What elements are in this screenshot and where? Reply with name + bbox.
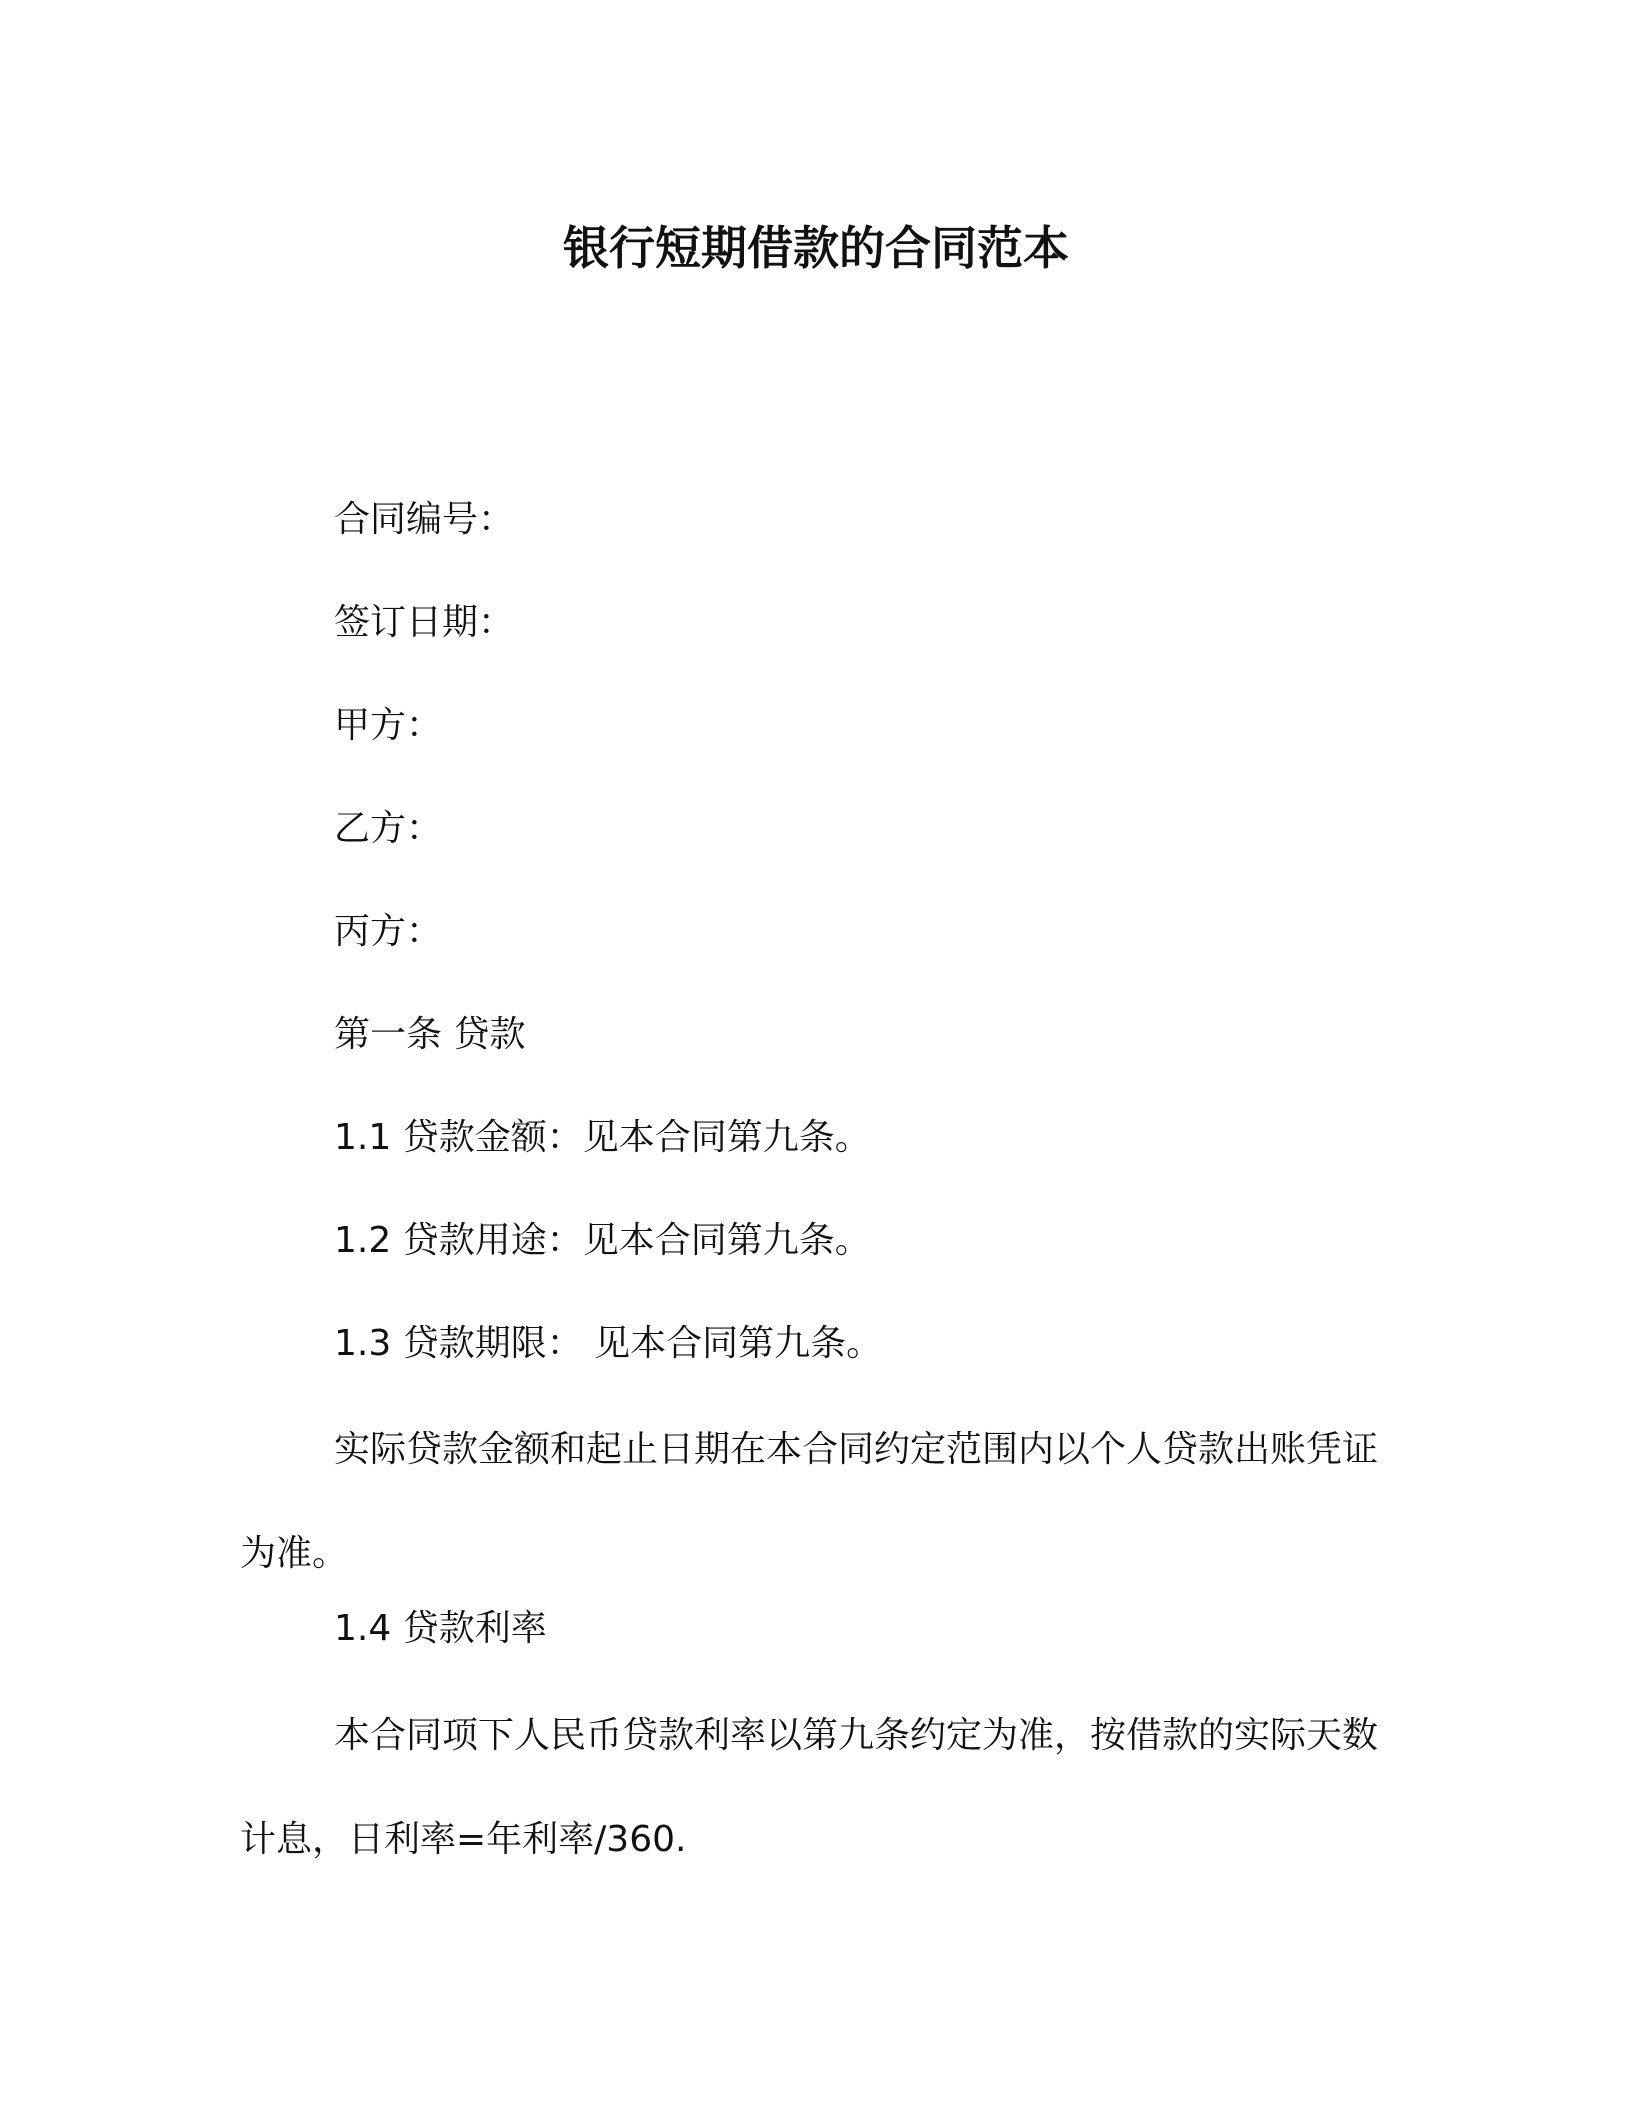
field-party-b: 乙方： (334, 808, 443, 849)
clause-1-3: 1.3 贷款期限： 见本合同第九条。 (334, 1323, 883, 1364)
clause-1-2: 1.2 贷款用途：见本合同第九条。 (334, 1220, 871, 1261)
field-party-c: 丙方： (334, 911, 443, 952)
clause-1-1: 1.1 贷款金额：见本合同第九条。 (334, 1117, 871, 1158)
clause-1-4: 1.4 贷款利率 (334, 1608, 547, 1649)
paragraph-interest-rate: 本合同项下人民币贷款利率以第九条约定为准，按借款的实际天数计息，日利率=年利率/360. (240, 1715, 1379, 1860)
document-title: 银行短期借款的合同范本 (563, 221, 1069, 275)
field-party-a: 甲方： (334, 705, 443, 746)
paragraph-actual-amount: 实际贷款金额和起止日期在本合同约定范围内以个人贷款出账凭证为准。 (240, 1429, 1379, 1574)
field-signing-date: 签订日期： (334, 602, 515, 643)
section-heading: 第一条 贷款 (334, 1014, 526, 1055)
field-contract-number: 合同编号： (334, 499, 515, 540)
